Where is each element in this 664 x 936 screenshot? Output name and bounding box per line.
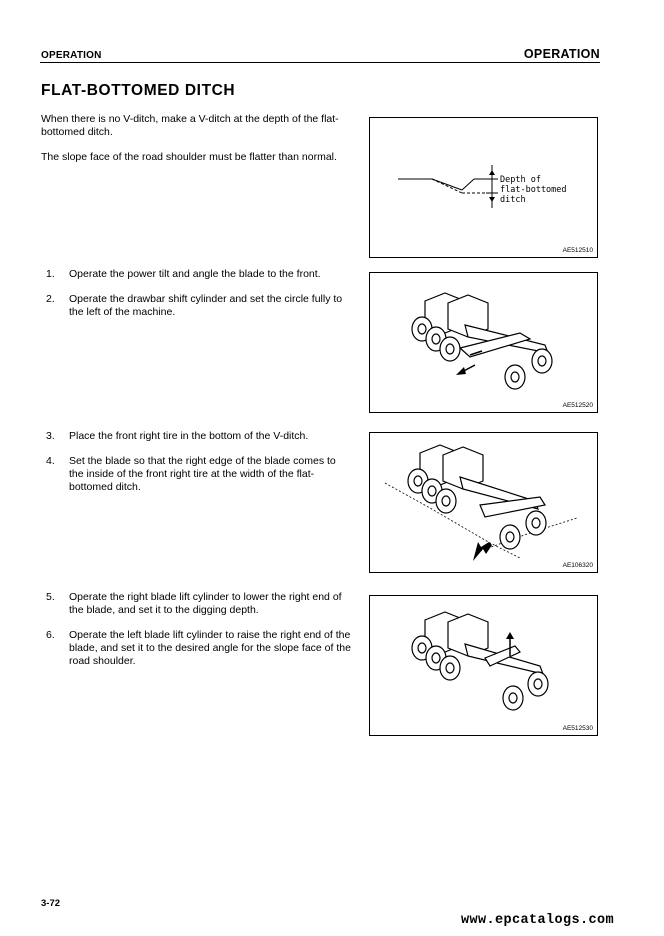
step-number: 4. <box>46 455 55 467</box>
grader-ditch-illustration <box>370 433 597 572</box>
step-number: 6. <box>46 629 55 641</box>
figure-ditch-section <box>369 117 598 258</box>
step-text: Operate the left blade lift cylinder to raise the right end of the blade, and set it to the desired angle for the slope face of the road shoulder. <box>69 629 351 667</box>
grader-lift-illustration <box>370 596 597 735</box>
figure-grader-blade-angle <box>369 272 598 413</box>
watermark-url: www.epcatalogs.com <box>460 913 614 928</box>
header-section-left: OPERATION <box>41 50 102 61</box>
step-text: Set the blade so that the right edge of the blade comes to the inside of the front right tire at the width of the flat-bottomed ditch. <box>69 455 336 493</box>
step-number: 1. <box>46 268 55 280</box>
figure-grader-blade-lift <box>369 595 598 736</box>
figure-grader-in-ditch <box>369 432 598 573</box>
figure-code: AE106320 <box>562 562 593 569</box>
figure-code: AE512530 <box>562 725 593 732</box>
step-number: 5. <box>46 591 55 603</box>
step-text: Operate the drawbar shift cylinder and set the circle fully to the left of the machine. <box>69 293 343 318</box>
step-text: Place the front right tire in the bottom of the V-ditch. <box>69 430 309 442</box>
ditch-depth-label: Depth of flat-bottomed ditch <box>500 175 567 205</box>
page-number: 3-72 <box>41 898 61 909</box>
intro-paragraph-2: The slope face of the road shoulder must be flatter than normal. <box>41 151 337 163</box>
figure-code: AE512510 <box>562 247 593 254</box>
step-text: Operate the power tilt and angle the blade to the front. <box>69 268 321 280</box>
step-number: 2. <box>46 293 55 305</box>
grader-illustration <box>370 273 597 412</box>
page-title: FLAT-BOTTOMED DITCH <box>41 82 236 99</box>
step-number: 3. <box>46 430 55 442</box>
step-text: Operate the right blade lift cylinder to lower the right end of the blade, and set it to the digging depth. <box>69 591 342 616</box>
intro-paragraph-1: When there is no V-ditch, make a V-ditch at the depth of the flat-bottomed ditch. <box>41 113 339 138</box>
header-rule <box>40 62 600 63</box>
figure-code: AE512520 <box>562 402 593 409</box>
header-section-right: OPERATION <box>523 47 600 61</box>
